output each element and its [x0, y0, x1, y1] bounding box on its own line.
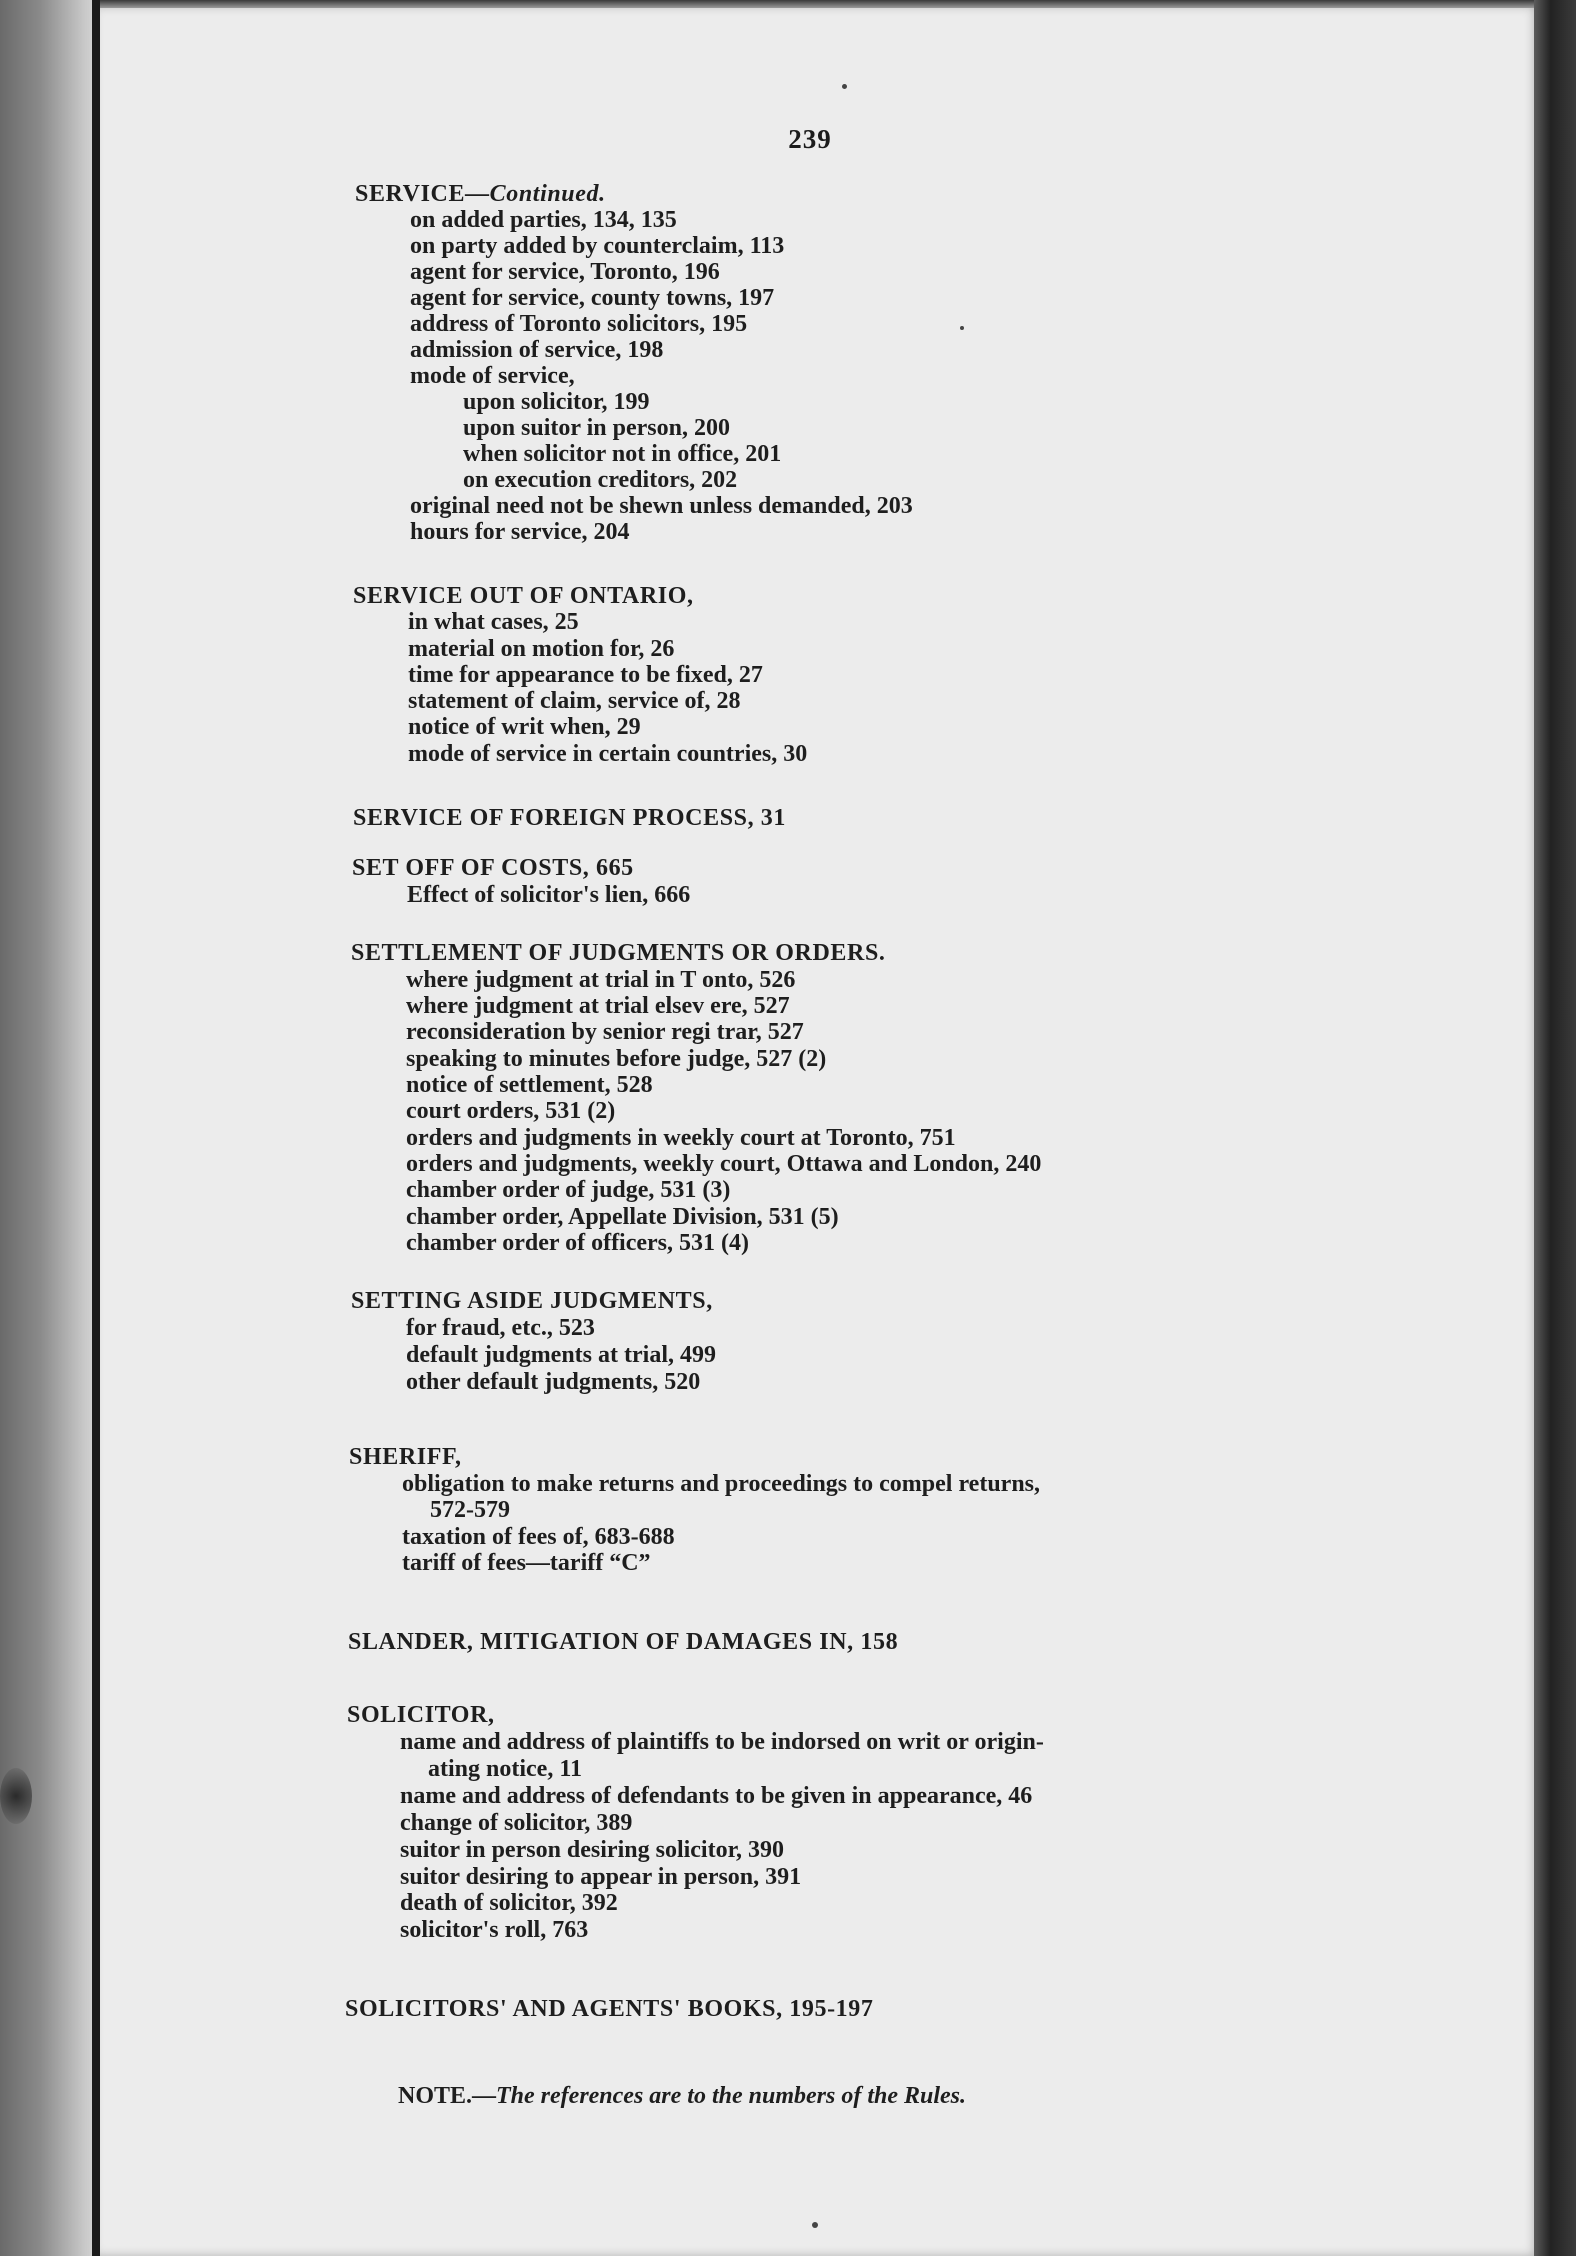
index-entry: change of solicitor, 389	[400, 1810, 633, 1836]
index-heading: SOLICITORS' AND AGENTS' BOOKS, 195-197	[345, 1996, 874, 2022]
index-entry: on added parties, 134, 135	[410, 207, 677, 233]
top-page-edge	[100, 0, 1536, 8]
index-heading: SETTLEMENT OF JUDGMENTS OR ORDERS.	[351, 940, 886, 966]
index-entry: name and address of defendants to be given in appearance, 46	[400, 1783, 1033, 1809]
index-heading: SLANDER, MITIGATION OF DAMAGES IN, 158	[348, 1629, 899, 1655]
index-entry: admission of service, 198	[410, 337, 664, 363]
index-entry: chamber order, Appellate Division, 531 (5)	[406, 1204, 839, 1230]
index-entry: obligation to make returns and proceedings to compel returns,	[402, 1471, 1041, 1497]
index-entry: address of Toronto solicitors, 195	[410, 311, 748, 337]
index-entry: in what cases, 25	[408, 609, 579, 635]
right-page-edge	[1534, 0, 1576, 2256]
index-heading: SERVICE OF FOREIGN PROCESS, 31	[353, 805, 786, 831]
index-heading: SOLICITOR,	[347, 1702, 495, 1728]
ink-speck	[960, 326, 964, 330]
index-entry: chamber order of judge, 531 (3)	[406, 1177, 731, 1203]
index-heading: SERVICE OUT OF ONTARIO,	[353, 583, 694, 609]
index-entry: default judgments at trial, 499	[406, 1342, 716, 1368]
index-entry: Effect of solicitor's lien, 666	[407, 882, 691, 908]
index-heading: SERVICE—Continued.	[355, 181, 606, 207]
index-entry: notice of writ when, 29	[408, 714, 641, 740]
index-entry: solicitor's roll, 763	[400, 1917, 589, 1943]
footnote	[398, 2083, 966, 2109]
index-entry-continuation: ating notice, 11	[428, 1756, 582, 1782]
index-entry: notice of settlement, 528	[406, 1072, 653, 1098]
index-entry: on party added by counterclaim, 113	[410, 233, 785, 259]
index-entry: taxation of fees of, 683-688	[402, 1524, 675, 1550]
index-entry: orders and judgments, weekly court, Ottawa and London, 240	[406, 1151, 1042, 1177]
index-entry: suitor in person desiring solicitor, 390	[400, 1837, 785, 1863]
index-heading: SET OFF OF COSTS, 665	[352, 855, 634, 881]
index-entry: for fraud, etc., 523	[406, 1315, 595, 1341]
index-entry: where judgment at trial in T onto, 526	[406, 967, 796, 993]
index-entry: material on motion for, 26	[408, 636, 675, 662]
index-subentry: on execution creditors, 202	[463, 467, 738, 493]
index-entry: chamber order of officers, 531 (4)	[406, 1230, 750, 1256]
index-entry-continuation: 572-579	[430, 1497, 510, 1523]
ink-speck	[842, 84, 847, 89]
index-entry: mode of service in certain countries, 30	[408, 741, 808, 767]
index-subentry: upon solicitor, 199	[463, 389, 650, 415]
index-entry: orders and judgments in weekly court at Toronto, 751	[406, 1125, 956, 1151]
index-entry: court orders, 531 (2)	[406, 1098, 616, 1124]
continued-label: Continued.	[489, 181, 606, 207]
index-entry: hours for service, 204	[410, 519, 630, 545]
left-page-edge	[0, 0, 100, 2256]
book-spine	[92, 0, 100, 2256]
index-heading: SHERIFF,	[349, 1444, 462, 1470]
index-subentry: upon suitor in person, 200	[463, 415, 730, 441]
index-subentry: when solicitor not in office, 201	[463, 441, 782, 467]
index-entry: mode of service,	[410, 363, 575, 389]
ink-speck	[812, 2222, 818, 2228]
index-entry: agent for service, county towns, 197	[410, 285, 775, 311]
note-text: The references are to the numbers of the Rules.	[496, 2083, 966, 2109]
index-entry: statement of claim, service of, 28	[408, 688, 741, 714]
index-entry: original need not be shewn unless demanded, 203	[410, 493, 913, 519]
index-entry: reconsideration by senior regi trar, 527	[406, 1019, 804, 1045]
index-entry: death of solicitor, 392	[400, 1890, 618, 1916]
index-entry: other default judgments, 520	[406, 1369, 701, 1395]
index-entry: speaking to minutes before judge, 527 (2)	[406, 1046, 827, 1072]
index-entry: agent for service, Toronto, 196	[410, 259, 720, 285]
index-entry: where judgment at trial elsev ere, 527	[406, 993, 790, 1019]
index-entry: time for appearance to be fixed, 27	[408, 662, 763, 688]
index-entry: name and address of plaintiffs to be indorsed on writ or origin-	[400, 1729, 1044, 1755]
note-label: NOTE.—	[398, 2083, 497, 2109]
index-heading: SETTING ASIDE JUDGMENTS,	[351, 1288, 713, 1314]
index-entry: tariff of fees—tariff “C”	[402, 1550, 651, 1576]
page-stain	[0, 1768, 32, 1824]
index-entry: suitor desiring to appear in person, 391	[400, 1864, 802, 1890]
page-number: 239	[788, 124, 832, 154]
